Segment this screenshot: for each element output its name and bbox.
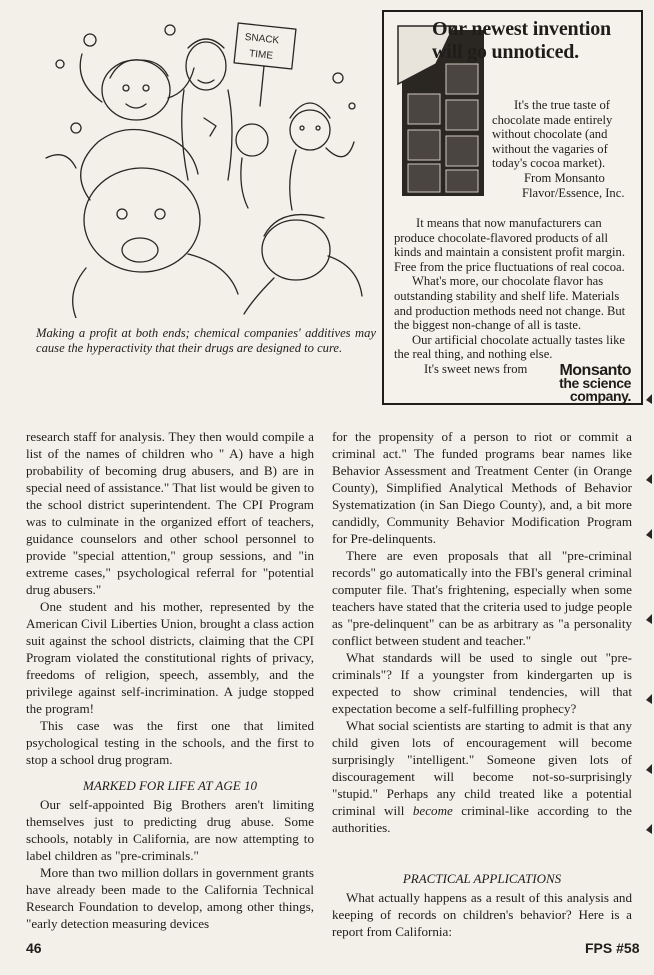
article-paragraph: research staff for analysis. They then would compile a list of the names of children who " A) have a high probability of becoming drug abusers, and B) are in special need of assistance." That list would be given to the school district superintendent. The CPI Program was to culminate in the organized effort of teachers, guidance counselors and other school personnel to provide "special attention," group sessions, and "in extreme cases," psychological referral for "potential drug abusers.": [26, 429, 314, 597]
ad-headline: [432, 18, 638, 64]
cartoon-illustration: [38, 18, 368, 318]
ad-body-p1: It means that now manufacturers can produce chocolate-flavored products of all kinds and maintain a consistent profit margin. Free from the price fluctuations of real cocoa.: [394, 216, 625, 274]
article-paragraph: There are even proposals that all "pre-criminal records" go automatically into the FBI's general criminal computer file. That's frightening, especially when some teachers have stated that the criteria used to judge people as "pre-delinquent" can be as arbitrary as "a personality conflict between student and teacher.": [332, 548, 632, 648]
ad-firm-text: Flavor/Essence, Inc.: [522, 185, 625, 200]
ad-body-p2: What's more, our chocolate flavor has outstanding stability and shelf life. Materials and production methods need not change. But the biggest non-change of all is taste.: [394, 274, 626, 333]
emphasis-become: become: [412, 803, 453, 818]
monsanto-ad: [382, 10, 643, 405]
ad-body: [394, 216, 638, 362]
article-paragraph: Our self-appointed Big Brothers aren't limiting themselves just to predicting drug abuse. Some schools, notably in California, are now attempting to label children as "pre-criminals.": [26, 797, 314, 863]
text-run: criminal-like according to the authorities.: [332, 803, 632, 835]
page-number: 46: [26, 940, 42, 956]
sign-line-1: SNACK: [244, 31, 280, 47]
logo-line-1: Monsanto: [559, 362, 631, 379]
binding-edge-marks: [640, 0, 654, 975]
text-run: What social scientists are starting to admit is that any child given lots of encouragement will become surprisingly "intelligent." Someone given lots of discouragement will become not-so-surprisingly "stupid." Perhaps any child treated like a potential criminal will: [332, 718, 632, 818]
ad-from-text: From Monsanto: [524, 170, 605, 185]
illustration-caption: Making a profit at both ends; chemical companies' additives may cause the hyperactivity that their drugs are designed to cure.: [36, 326, 376, 355]
monsanto-logo: [539, 364, 631, 403]
issue-label: FPS #58: [585, 940, 640, 956]
ad-intro: [492, 98, 640, 200]
article-paragraph: What actually happens as a result of this analysis and keeping of records on children's behavior? Here is a report from California:: [332, 890, 632, 939]
subhead-practical-applications: PRACTICAL APPLICATIONS: [402, 871, 562, 886]
article-paragraph: for the propensity of a person to riot or commit a criminal act." The funded programs bear names like Behavior Assessment and Treatment Center (in Orange County), Simplified Analytical Methods of Behavior Systematization (in San Diego County), and, a bit more candidly, Community Behavior Modification Program for Pre-delinquents.: [332, 429, 632, 546]
subhead-marked-for-life: MARKED FOR LIFE AT AGE 10: [83, 778, 257, 793]
article-column-left: [26, 428, 314, 932]
ad-signoff: It's sweet news from: [424, 362, 528, 376]
logo-line-2: the science: [559, 375, 631, 391]
article-paragraph: What standards will be used to single out "pre-criminals"? If a youngster from kindergarten up is expected to show criminal tendencies, will that expectation become a self-fulfilling prophecy?: [332, 650, 632, 716]
logo-line-3: company.: [569, 388, 631, 404]
ad-intro-text: It's the true taste of chocolate made entirely without chocolate (and without the vagaries of today's cocoa market).: [492, 98, 613, 171]
ad-headline-line-2: will go unnoticed.: [432, 41, 579, 63]
article-paragraph: More than two million dollars in government grants have already been made to the California Technical Research Foundation to develop, among other things, "early detection measuring devices: [26, 865, 314, 931]
article-paragraph: One student and his mother, represented by the American Civil Liberties Union, brought a class action suit against the school districts, claiming that the CPI Program violated the constitutional rights of privacy, freedoms of religion, speech, assembly, and the privilege against self-incrimination. A judge stopped the program!: [26, 599, 314, 716]
article-paragraph: This case was the first one that limited psychological testing in the schools, and the first to stop a school drug program.: [26, 718, 314, 767]
ad-body-p3: Our artificial chocolate actually tastes like the real thing, and nothing else.: [394, 332, 625, 362]
ad-headline-line-1: Our newest invention: [432, 18, 611, 40]
article-column-right: [332, 428, 632, 940]
article-paragraph: [332, 717, 632, 836]
sign-line-2: TIME: [248, 48, 274, 62]
